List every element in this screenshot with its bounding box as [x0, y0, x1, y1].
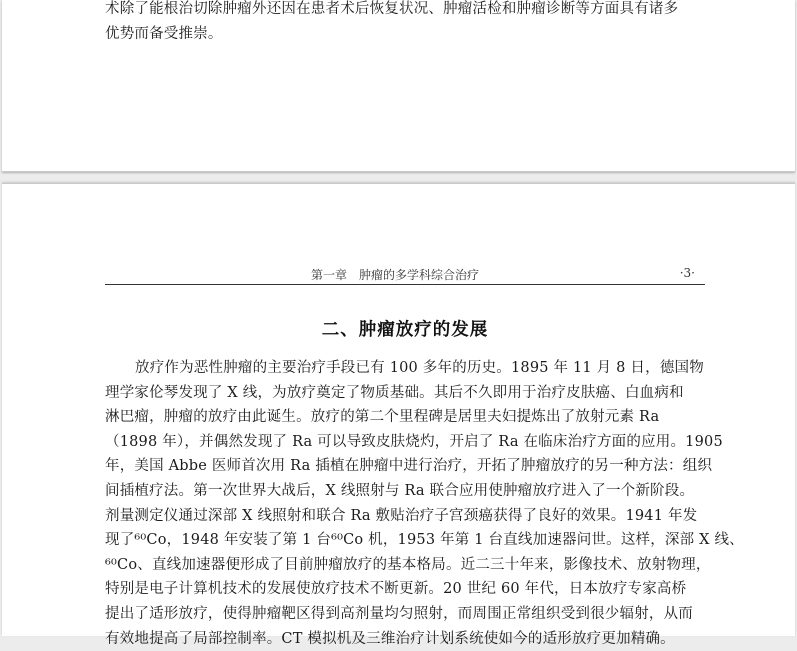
- text-line: 淋巴瘤，肿瘤的放疗由此诞生。放疗的第二个里程碑是居里夫妇提炼出了放射元素 Ra: [105, 409, 660, 426]
- text-line: 特别是电子计算机技术的发展使放疗技术不断更新。20 世纪 60 年代，日本放疗专家高桥: [105, 581, 687, 598]
- text-line: 术除了能根治切除肿瘤外还因在患者术后恢复状况、肿瘤活检和肿瘤诊断等方面具有诸多: [105, 1, 679, 17]
- text-line: 提出了适形放疗，使得肿瘤靶区得到高剂量均匀照射，而周围正常组织受到很少辐射，从而: [105, 605, 693, 622]
- text-line: 放疗作为恶性肿瘤的主要治疗手段已有 100 多年的历史。1895 年 11 月 8 日，德国物: [135, 360, 704, 376]
- text-line: 剂量测定仪通过深部 X 线照射和联合 Ra 敷贴治疗子宫颈癌获得了良好的效果。1941 年发: [105, 507, 698, 524]
- text-line: 理学家伦琴发现了 X 线，为放疗奠定了物质基础。其后不久即用于治疗皮肤癌、白血病和: [105, 384, 684, 401]
- section-heading: 二、肿瘤放疗的发展: [321, 320, 489, 340]
- previous-page-text: [105, 0, 705, 46]
- text-line: 有效地提高了局部控制率。CT 模拟机及三维治疗计划系统使如今的适形放疗更加精确。: [105, 630, 675, 647]
- chapter-title: 第一章 肿瘤的多学科综合治疗: [311, 268, 480, 282]
- text-line: 现了⁶⁰Co，1948 年安装了第 1 台⁶⁰Co 机，1953 年第 1 台直线加速器问世。这样，深部 X 线、: [105, 532, 744, 549]
- page-number: ·3·: [679, 266, 695, 280]
- previous-page: [2, 0, 795, 172]
- body-paragraph: [105, 356, 744, 651]
- text-line: 间插植疗法。第一次世界大战后，X 线照射与 Ra 联合应用使肿瘤放疗进入了一个新阶段。: [105, 482, 695, 499]
- current-page: [2, 183, 795, 647]
- text-line: ⁶⁰Co、直线加速器便形成了目前肿瘤放疗的基本格局。近二三十年来，影像技术、放射物理，: [105, 556, 711, 573]
- running-header: [105, 264, 705, 285]
- text-line: （1898 年），并偶然发现了 Ra 可以导致皮肤烧灼，开启了 Ra 在临床治疗方面的应用。1905: [105, 433, 723, 450]
- text-line: 年，美国 Abbe 医师首次用 Ra 插植在肿瘤中进行治疗，开拓了肿瘤放疗的另一种方法：组织: [105, 458, 713, 475]
- text-line: 优势而备受推崇。: [105, 25, 223, 42]
